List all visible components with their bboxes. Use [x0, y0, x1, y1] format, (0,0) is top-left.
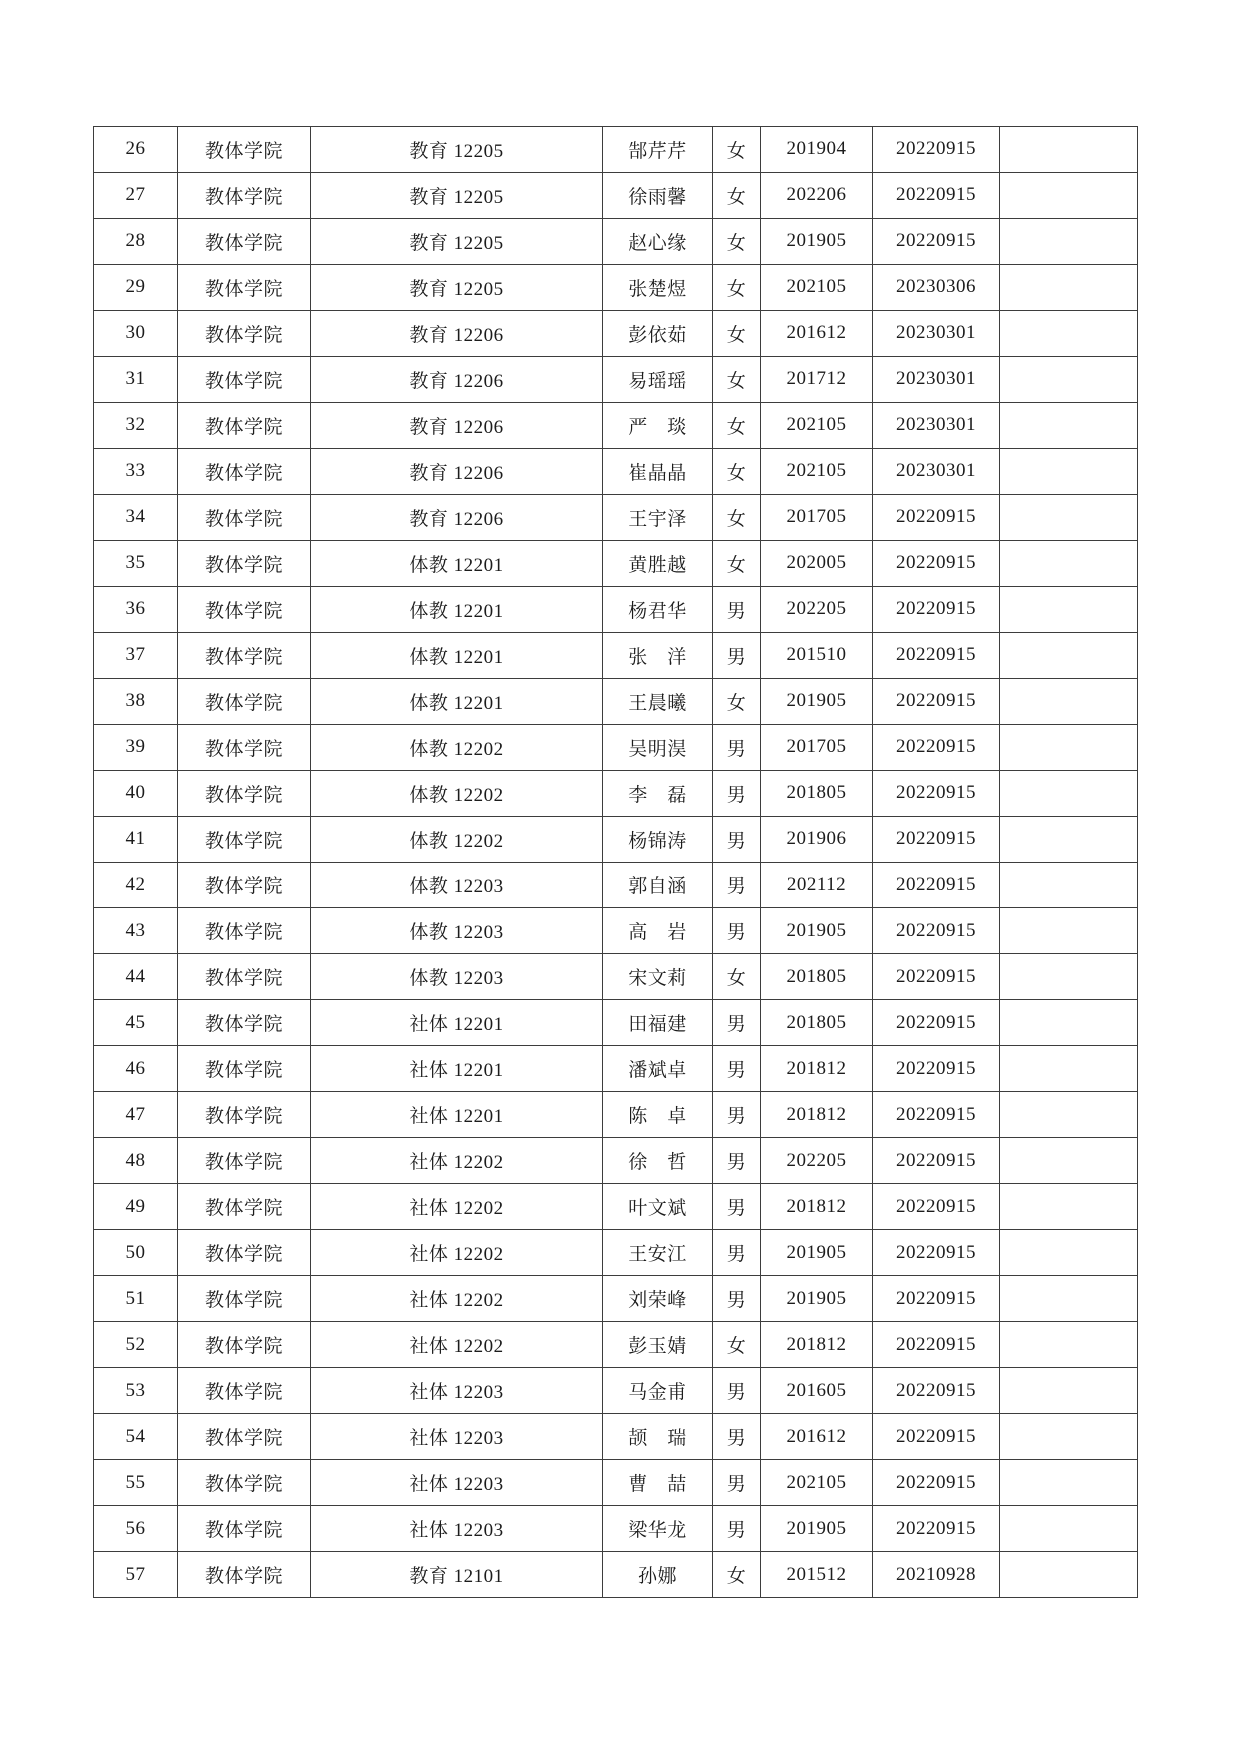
cell-gender: 男 [713, 1414, 761, 1460]
cell-class: 教育 12206 [311, 494, 603, 540]
cell-date: 20230301 [873, 356, 1000, 402]
cell-code: 201905 [761, 678, 873, 724]
cell-college: 教体学院 [178, 1276, 311, 1322]
table-row [94, 632, 1138, 678]
cell-college: 教体学院 [178, 1138, 311, 1184]
cell-student-name: 杨君华 [603, 586, 713, 632]
cell-college: 教体学院 [178, 448, 311, 494]
cell-date: 20220915 [873, 1046, 1000, 1092]
cell-class: 社体 12203 [311, 1506, 603, 1552]
table-row [94, 356, 1138, 402]
cell-college: 教体学院 [178, 1000, 311, 1046]
cell-code: 202205 [761, 1138, 873, 1184]
cell-college: 教体学院 [178, 1184, 311, 1230]
cell-student-name: 高 岩 [603, 908, 713, 954]
cell-row-number: 44 [94, 954, 178, 1000]
cell-code: 201805 [761, 770, 873, 816]
cell-code: 201905 [761, 1506, 873, 1552]
cell-class: 社体 12203 [311, 1460, 603, 1506]
cell-college: 教体学院 [178, 1046, 311, 1092]
cell-code: 201705 [761, 724, 873, 770]
student-roster-table [93, 126, 1138, 1598]
cell-date: 20210928 [873, 1552, 1000, 1598]
cell-student-name: 郭自涵 [603, 862, 713, 908]
cell-row-number: 31 [94, 356, 178, 402]
cell-row-number: 51 [94, 1276, 178, 1322]
cell-row-number: 26 [94, 127, 178, 173]
cell-code: 201612 [761, 1414, 873, 1460]
cell-date: 20220915 [873, 1138, 1000, 1184]
cell-college: 教体学院 [178, 1322, 311, 1368]
cell-college: 教体学院 [178, 1460, 311, 1506]
cell-row-number: 32 [94, 402, 178, 448]
cell-class: 体教 12202 [311, 724, 603, 770]
cell-date: 20220915 [873, 1506, 1000, 1552]
cell-class: 社体 12202 [311, 1138, 603, 1184]
cell-date: 20220915 [873, 1368, 1000, 1414]
cell-row-number: 55 [94, 1460, 178, 1506]
cell-gender: 女 [713, 356, 761, 402]
table-row [94, 1092, 1138, 1138]
cell-row-number: 27 [94, 172, 178, 218]
table-row [94, 127, 1138, 173]
cell-note [1000, 954, 1138, 1000]
cell-note [1000, 908, 1138, 954]
cell-class: 教育 12206 [311, 448, 603, 494]
cell-date: 20220915 [873, 127, 1000, 173]
cell-note [1000, 310, 1138, 356]
cell-note [1000, 1092, 1138, 1138]
cell-code: 201905 [761, 1276, 873, 1322]
cell-gender: 男 [713, 1046, 761, 1092]
cell-college: 教体学院 [178, 678, 311, 724]
cell-row-number: 40 [94, 770, 178, 816]
cell-note [1000, 678, 1138, 724]
cell-note [1000, 402, 1138, 448]
cell-student-name: 王安江 [603, 1230, 713, 1276]
cell-student-name: 李 磊 [603, 770, 713, 816]
cell-row-number: 57 [94, 1552, 178, 1598]
table-row [94, 862, 1138, 908]
cell-student-name: 梁华龙 [603, 1506, 713, 1552]
cell-gender: 女 [713, 264, 761, 310]
cell-student-name: 彭玉婧 [603, 1322, 713, 1368]
cell-college: 教体学院 [178, 908, 311, 954]
cell-row-number: 52 [94, 1322, 178, 1368]
cell-student-name: 吴明淏 [603, 724, 713, 770]
cell-note [1000, 1000, 1138, 1046]
cell-student-name: 叶文斌 [603, 1184, 713, 1230]
cell-college: 教体学院 [178, 816, 311, 862]
cell-row-number: 47 [94, 1092, 178, 1138]
cell-class: 体教 12202 [311, 770, 603, 816]
cell-row-number: 48 [94, 1138, 178, 1184]
table-row [94, 264, 1138, 310]
cell-row-number: 39 [94, 724, 178, 770]
cell-class: 体教 12201 [311, 540, 603, 586]
cell-row-number: 35 [94, 540, 178, 586]
cell-college: 教体学院 [178, 494, 311, 540]
cell-code: 202005 [761, 540, 873, 586]
cell-class: 社体 12201 [311, 1046, 603, 1092]
cell-date: 20220915 [873, 586, 1000, 632]
cell-note [1000, 1138, 1138, 1184]
cell-gender: 女 [713, 540, 761, 586]
table-row [94, 1000, 1138, 1046]
cell-gender: 女 [713, 678, 761, 724]
cell-gender: 男 [713, 1368, 761, 1414]
cell-student-name: 黄胜越 [603, 540, 713, 586]
cell-note [1000, 1368, 1138, 1414]
cell-date: 20220915 [873, 218, 1000, 264]
cell-college: 教体学院 [178, 632, 311, 678]
cell-college: 教体学院 [178, 1506, 311, 1552]
cell-code: 201805 [761, 1000, 873, 1046]
cell-code: 202105 [761, 448, 873, 494]
table-row [94, 586, 1138, 632]
cell-college: 教体学院 [178, 586, 311, 632]
cell-note [1000, 1506, 1138, 1552]
cell-row-number: 50 [94, 1230, 178, 1276]
cell-date: 20220915 [873, 862, 1000, 908]
table-row [94, 448, 1138, 494]
cell-college: 教体学院 [178, 264, 311, 310]
cell-row-number: 46 [94, 1046, 178, 1092]
cell-student-name: 徐雨馨 [603, 172, 713, 218]
cell-date: 20220915 [873, 632, 1000, 678]
cell-date: 20220915 [873, 494, 1000, 540]
cell-college: 教体学院 [178, 218, 311, 264]
cell-code: 201705 [761, 494, 873, 540]
cell-date: 20220915 [873, 1460, 1000, 1506]
cell-code: 201812 [761, 1322, 873, 1368]
cell-college: 教体学院 [178, 1414, 311, 1460]
cell-code: 202205 [761, 586, 873, 632]
cell-student-name: 颉 瑞 [603, 1414, 713, 1460]
cell-class: 教育 12205 [311, 264, 603, 310]
table-row [94, 1506, 1138, 1552]
cell-note [1000, 632, 1138, 678]
cell-gender: 男 [713, 1000, 761, 1046]
cell-class: 社体 12202 [311, 1322, 603, 1368]
cell-student-name: 彭依茹 [603, 310, 713, 356]
cell-code: 201812 [761, 1184, 873, 1230]
table-row [94, 908, 1138, 954]
cell-class: 教育 12205 [311, 172, 603, 218]
table-row [94, 1368, 1138, 1414]
cell-row-number: 37 [94, 632, 178, 678]
cell-code: 202105 [761, 402, 873, 448]
cell-student-name: 张楚煜 [603, 264, 713, 310]
cell-student-name: 张 洋 [603, 632, 713, 678]
cell-class: 社体 12202 [311, 1276, 603, 1322]
cell-date: 20220915 [873, 816, 1000, 862]
cell-date: 20230306 [873, 264, 1000, 310]
table-row [94, 1230, 1138, 1276]
cell-date: 20220915 [873, 770, 1000, 816]
cell-code: 202112 [761, 862, 873, 908]
table-row [94, 1276, 1138, 1322]
cell-college: 教体学院 [178, 172, 311, 218]
cell-code: 201812 [761, 1092, 873, 1138]
cell-gender: 女 [713, 402, 761, 448]
table-row [94, 1184, 1138, 1230]
table-row [94, 1046, 1138, 1092]
table-row [94, 494, 1138, 540]
cell-gender: 女 [713, 1322, 761, 1368]
cell-note [1000, 1552, 1138, 1598]
cell-college: 教体学院 [178, 127, 311, 173]
cell-gender: 男 [713, 1184, 761, 1230]
table-row [94, 540, 1138, 586]
cell-note [1000, 1322, 1138, 1368]
cell-note [1000, 816, 1138, 862]
cell-row-number: 33 [94, 448, 178, 494]
cell-class: 社体 12202 [311, 1230, 603, 1276]
cell-note [1000, 540, 1138, 586]
cell-note [1000, 770, 1138, 816]
cell-college: 教体学院 [178, 724, 311, 770]
cell-code: 201512 [761, 1552, 873, 1598]
cell-class: 教育 12206 [311, 310, 603, 356]
table-row [94, 1322, 1138, 1368]
cell-date: 20230301 [873, 310, 1000, 356]
table-row [94, 954, 1138, 1000]
cell-class: 体教 12201 [311, 678, 603, 724]
cell-code: 202105 [761, 1460, 873, 1506]
cell-row-number: 54 [94, 1414, 178, 1460]
cell-student-name: 崔晶晶 [603, 448, 713, 494]
cell-class: 体教 12203 [311, 954, 603, 1000]
cell-note [1000, 356, 1138, 402]
cell-date: 20220915 [873, 1230, 1000, 1276]
cell-note [1000, 448, 1138, 494]
cell-date: 20220915 [873, 678, 1000, 724]
cell-student-name: 徐 哲 [603, 1138, 713, 1184]
cell-student-name: 陈 卓 [603, 1092, 713, 1138]
cell-student-name: 马金甫 [603, 1368, 713, 1414]
cell-code: 201812 [761, 1046, 873, 1092]
cell-note [1000, 172, 1138, 218]
cell-college: 教体学院 [178, 770, 311, 816]
cell-row-number: 42 [94, 862, 178, 908]
cell-code: 201905 [761, 1230, 873, 1276]
cell-student-name: 王晨曦 [603, 678, 713, 724]
cell-student-name: 田福建 [603, 1000, 713, 1046]
cell-student-name: 郜芹芹 [603, 127, 713, 173]
cell-row-number: 30 [94, 310, 178, 356]
cell-date: 20220915 [873, 724, 1000, 770]
cell-gender: 男 [713, 770, 761, 816]
cell-class: 体教 12203 [311, 862, 603, 908]
cell-row-number: 43 [94, 908, 178, 954]
cell-college: 教体学院 [178, 402, 311, 448]
cell-note [1000, 494, 1138, 540]
cell-row-number: 29 [94, 264, 178, 310]
cell-row-number: 36 [94, 586, 178, 632]
cell-gender: 女 [713, 954, 761, 1000]
cell-class: 社体 12203 [311, 1414, 603, 1460]
cell-gender: 男 [713, 1276, 761, 1322]
cell-college: 教体学院 [178, 310, 311, 356]
table-row [94, 1414, 1138, 1460]
cell-note [1000, 862, 1138, 908]
cell-note [1000, 1276, 1138, 1322]
cell-class: 体教 12203 [311, 908, 603, 954]
cell-college: 教体学院 [178, 1552, 311, 1598]
cell-class: 教育 12206 [311, 402, 603, 448]
cell-row-number: 28 [94, 218, 178, 264]
cell-student-name: 曹 喆 [603, 1460, 713, 1506]
cell-student-name: 赵心缘 [603, 218, 713, 264]
cell-date: 20220915 [873, 954, 1000, 1000]
cell-gender: 女 [713, 448, 761, 494]
cell-note [1000, 1414, 1138, 1460]
cell-class: 教育 12205 [311, 218, 603, 264]
cell-date: 20220915 [873, 540, 1000, 586]
cell-note [1000, 1184, 1138, 1230]
cell-row-number: 38 [94, 678, 178, 724]
table-row [94, 1460, 1138, 1506]
cell-code: 201612 [761, 310, 873, 356]
cell-row-number: 53 [94, 1368, 178, 1414]
cell-class: 教育 12206 [311, 356, 603, 402]
cell-college: 教体学院 [178, 356, 311, 402]
table-row [94, 402, 1138, 448]
cell-note [1000, 724, 1138, 770]
cell-gender: 女 [713, 218, 761, 264]
cell-date: 20230301 [873, 448, 1000, 494]
cell-class: 社体 12201 [311, 1000, 603, 1046]
cell-code: 201805 [761, 954, 873, 1000]
cell-student-name: 刘荣峰 [603, 1276, 713, 1322]
cell-gender: 男 [713, 908, 761, 954]
table-row [94, 1552, 1138, 1598]
cell-college: 教体学院 [178, 862, 311, 908]
cell-note [1000, 1460, 1138, 1506]
cell-date: 20220915 [873, 1092, 1000, 1138]
cell-gender: 男 [713, 586, 761, 632]
table-row [94, 770, 1138, 816]
cell-date: 20220915 [873, 1414, 1000, 1460]
cell-date: 20220915 [873, 1276, 1000, 1322]
cell-gender: 男 [713, 816, 761, 862]
cell-class: 社体 12201 [311, 1092, 603, 1138]
cell-code: 201510 [761, 632, 873, 678]
cell-student-name: 潘斌卓 [603, 1046, 713, 1092]
cell-code: 201904 [761, 127, 873, 173]
student-roster-body [94, 127, 1138, 1598]
cell-code: 201905 [761, 908, 873, 954]
cell-class: 教育 12101 [311, 1552, 603, 1598]
cell-date: 20230301 [873, 402, 1000, 448]
table-row [94, 724, 1138, 770]
cell-college: 教体学院 [178, 954, 311, 1000]
cell-gender: 男 [713, 1460, 761, 1506]
cell-gender: 男 [713, 1230, 761, 1276]
cell-student-name: 宋文莉 [603, 954, 713, 1000]
cell-row-number: 41 [94, 816, 178, 862]
cell-gender: 男 [713, 1506, 761, 1552]
cell-code: 201605 [761, 1368, 873, 1414]
cell-class: 体教 12201 [311, 632, 603, 678]
cell-college: 教体学院 [178, 1368, 311, 1414]
cell-row-number: 49 [94, 1184, 178, 1230]
cell-student-name: 杨锦涛 [603, 816, 713, 862]
cell-date: 20220915 [873, 1184, 1000, 1230]
cell-class: 体教 12201 [311, 586, 603, 632]
table-row [94, 218, 1138, 264]
cell-code: 202206 [761, 172, 873, 218]
cell-class: 体教 12202 [311, 816, 603, 862]
cell-date: 20220915 [873, 1000, 1000, 1046]
table-row [94, 678, 1138, 724]
cell-note [1000, 218, 1138, 264]
cell-note [1000, 1046, 1138, 1092]
cell-code: 201905 [761, 218, 873, 264]
cell-gender: 女 [713, 494, 761, 540]
cell-note [1000, 127, 1138, 173]
cell-row-number: 34 [94, 494, 178, 540]
cell-student-name: 易瑶瑶 [603, 356, 713, 402]
cell-row-number: 56 [94, 1506, 178, 1552]
cell-class: 教育 12205 [311, 127, 603, 173]
cell-gender: 男 [713, 632, 761, 678]
cell-student-name: 王宇泽 [603, 494, 713, 540]
cell-note [1000, 586, 1138, 632]
cell-student-name: 严 琰 [603, 402, 713, 448]
cell-gender: 女 [713, 172, 761, 218]
cell-gender: 女 [713, 310, 761, 356]
cell-code: 201906 [761, 816, 873, 862]
cell-class: 社体 12202 [311, 1184, 603, 1230]
table-row [94, 310, 1138, 356]
cell-gender: 男 [713, 862, 761, 908]
table-row [94, 172, 1138, 218]
cell-date: 20220915 [873, 172, 1000, 218]
cell-gender: 男 [713, 1138, 761, 1184]
cell-college: 教体学院 [178, 1092, 311, 1138]
table-row [94, 816, 1138, 862]
cell-note [1000, 1230, 1138, 1276]
cell-code: 201712 [761, 356, 873, 402]
cell-code: 202105 [761, 264, 873, 310]
cell-date: 20220915 [873, 1322, 1000, 1368]
cell-gender: 女 [713, 1552, 761, 1598]
cell-college: 教体学院 [178, 1230, 311, 1276]
cell-note [1000, 264, 1138, 310]
cell-college: 教体学院 [178, 540, 311, 586]
cell-gender: 男 [713, 1092, 761, 1138]
table-row [94, 1138, 1138, 1184]
cell-gender: 女 [713, 127, 761, 173]
cell-class: 社体 12203 [311, 1368, 603, 1414]
cell-date: 20220915 [873, 908, 1000, 954]
cell-gender: 男 [713, 724, 761, 770]
cell-row-number: 45 [94, 1000, 178, 1046]
cell-student-name: 孙娜 [603, 1552, 713, 1598]
